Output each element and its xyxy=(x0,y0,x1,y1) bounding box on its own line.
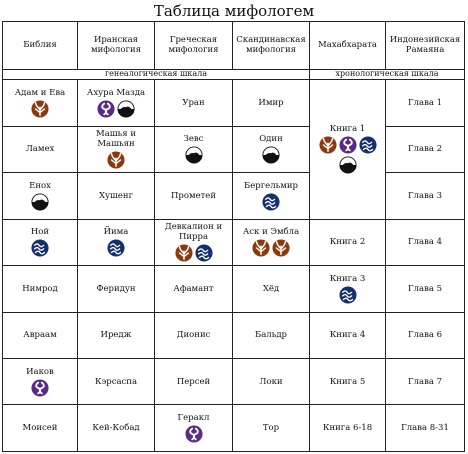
table-row xyxy=(3,405,465,452)
tree-icon xyxy=(319,136,337,154)
table-cell xyxy=(155,266,233,312)
table-cell xyxy=(233,359,310,405)
cell-content xyxy=(4,284,76,294)
cell-label: Книга 3 xyxy=(329,273,366,284)
tree-icon xyxy=(107,151,125,169)
cell-label: Аск и Эмбла xyxy=(242,227,300,238)
cell-label: Персей xyxy=(176,376,211,387)
cell-label: Бергельмир xyxy=(244,180,298,191)
table-cell xyxy=(3,312,78,358)
cell-content xyxy=(4,367,76,397)
table-cell xyxy=(155,312,233,358)
water-icon xyxy=(31,239,49,257)
table-cell xyxy=(386,359,465,405)
table-cell xyxy=(386,405,465,452)
table-cell xyxy=(3,126,78,172)
earth-icon xyxy=(339,156,357,174)
table-cell xyxy=(310,405,386,452)
cell-label: Кей-Кобад xyxy=(92,423,140,434)
table-cell xyxy=(3,405,78,452)
cell-content xyxy=(311,423,384,433)
table-cell xyxy=(3,80,78,126)
header-cell: Индонезийская Рамаяна xyxy=(386,22,465,70)
cell-content xyxy=(79,227,153,257)
table-cell xyxy=(78,359,155,405)
cell-label: Уран xyxy=(182,97,205,108)
cell-content xyxy=(234,134,308,164)
cell-label: Глава 3 xyxy=(407,190,443,201)
table-cell xyxy=(233,219,310,265)
table-cell xyxy=(233,173,310,219)
symbol-group xyxy=(252,239,290,257)
cell-label: Дионис xyxy=(176,330,211,341)
cell-content xyxy=(234,181,308,211)
cell-label: Глава 5 xyxy=(407,283,443,294)
symbol-group xyxy=(319,136,377,174)
sun-icon xyxy=(339,136,357,154)
genealogical-scale-label: генеалогическая шкала xyxy=(3,69,310,80)
cell-content xyxy=(79,330,153,340)
cell-label: Нимрод xyxy=(22,283,58,294)
cell-label: Ахура Мазда xyxy=(86,87,146,98)
cell-label: Йима xyxy=(103,227,129,238)
tree-icon xyxy=(272,239,290,257)
cell-content xyxy=(156,98,231,108)
header-cell: Иранская мифология xyxy=(78,22,155,70)
tree-icon xyxy=(31,100,49,118)
table-cell xyxy=(233,126,310,172)
table-row xyxy=(3,312,465,358)
table-cell xyxy=(233,80,310,126)
cell-content xyxy=(387,191,463,201)
symbol-group xyxy=(31,100,49,118)
cell-label: Девкалион и Пирра xyxy=(164,222,223,243)
cell-label: Глава 1 xyxy=(407,97,443,108)
header-cell: Махабхарата xyxy=(310,22,386,70)
table-cell xyxy=(3,173,78,219)
header-cell: Греческая мифология xyxy=(155,22,233,70)
water-icon xyxy=(359,136,377,154)
table-row xyxy=(3,80,465,126)
table-cell xyxy=(310,359,386,405)
cell-label: Геракл xyxy=(177,413,210,424)
cell-content xyxy=(387,144,463,154)
symbol-group xyxy=(31,193,49,211)
cell-label: Енох xyxy=(29,180,51,191)
cell-label: Книга 2 xyxy=(329,237,366,248)
cell-label: Ной xyxy=(30,227,50,238)
cell-label: Адам и Ева xyxy=(14,87,66,98)
table-cell xyxy=(78,126,155,172)
cell-label: Глава 2 xyxy=(407,144,443,155)
cell-content xyxy=(311,274,384,304)
cell-label: Книга 1 xyxy=(329,124,366,135)
table-cell xyxy=(3,219,78,265)
cell-label: Моисей xyxy=(22,423,58,434)
tree-icon xyxy=(252,239,270,257)
table-cell xyxy=(155,80,233,126)
cell-content xyxy=(156,134,231,164)
table-cell xyxy=(386,173,465,219)
symbol-group xyxy=(185,146,203,164)
cell-label: Глава 4 xyxy=(407,237,443,248)
cell-label: Иредж xyxy=(100,330,132,341)
header-cell: Библия xyxy=(3,22,78,70)
cell-content xyxy=(156,191,231,201)
cell-content xyxy=(311,377,384,387)
symbol-group xyxy=(262,193,280,211)
cell-content xyxy=(387,330,463,340)
table-cell xyxy=(78,173,155,219)
cell-content xyxy=(387,377,463,387)
symbol-group xyxy=(339,286,357,304)
cell-label: Тор xyxy=(262,423,280,434)
cell-content xyxy=(234,330,308,340)
cell-label: Феридун xyxy=(96,283,136,294)
cell-label: Книга 4 xyxy=(329,330,366,341)
cell-label: Хушенг xyxy=(98,190,134,201)
cell-label: Иаков xyxy=(26,366,54,377)
symbol-group xyxy=(97,100,135,118)
chronological-scale-label: хронологическая шкала xyxy=(310,69,465,80)
table-cell xyxy=(386,266,465,312)
table-cell xyxy=(310,266,386,312)
table-cell xyxy=(386,219,465,265)
table-cell xyxy=(155,219,233,265)
sun-icon xyxy=(31,379,49,397)
table-cell xyxy=(155,126,233,172)
table-cell xyxy=(78,405,155,452)
scale-row xyxy=(3,69,465,80)
cell-label: Зевс xyxy=(183,134,204,145)
table-cell xyxy=(386,126,465,172)
cell-label: Глава 6 xyxy=(407,330,443,341)
cell-content xyxy=(387,237,463,247)
cell-content xyxy=(387,98,463,108)
sun-icon xyxy=(97,100,115,118)
cell-label: Глава 8-31 xyxy=(401,423,449,434)
table-row xyxy=(3,126,465,172)
cell-content xyxy=(4,88,76,118)
earth-icon xyxy=(31,193,49,211)
cell-content xyxy=(234,98,308,108)
cell-content xyxy=(4,181,76,211)
table-row xyxy=(3,173,465,219)
table-cell xyxy=(155,405,233,452)
table-cell xyxy=(233,312,310,358)
cell-content xyxy=(4,423,76,433)
cell-content xyxy=(387,284,463,294)
cell-content xyxy=(156,377,231,387)
symbol-group xyxy=(175,244,213,262)
cell-content xyxy=(156,330,231,340)
cell-label: Хёд xyxy=(262,283,280,294)
symbol-group xyxy=(185,425,203,443)
symbol-group xyxy=(31,379,49,397)
cell-content xyxy=(79,88,153,118)
table-cell xyxy=(310,312,386,358)
cell-content xyxy=(234,423,308,433)
mythologem-table xyxy=(2,21,465,452)
table-cell xyxy=(3,359,78,405)
cell-label: Машья и Машьян xyxy=(95,129,137,150)
cell-content xyxy=(156,413,231,443)
water-icon xyxy=(195,244,213,262)
cell-content xyxy=(79,191,153,201)
cell-label: Авраам xyxy=(23,330,57,341)
cell-label: Афамант xyxy=(173,283,214,294)
table-cell xyxy=(233,405,310,452)
table-cell xyxy=(233,266,310,312)
cell-content xyxy=(311,124,384,174)
table-row xyxy=(3,359,465,405)
cell-content xyxy=(387,423,463,433)
sun-icon xyxy=(185,425,203,443)
cell-content xyxy=(156,284,231,294)
cell-content xyxy=(234,284,308,294)
cell-content xyxy=(234,377,308,387)
table-cell xyxy=(155,359,233,405)
symbol-group xyxy=(31,239,49,257)
cell-content xyxy=(79,129,153,169)
header-cell: Скандинавская мифология xyxy=(233,22,310,70)
cell-content xyxy=(4,330,76,340)
cell-label: Глава 7 xyxy=(407,376,443,387)
table-cell xyxy=(78,266,155,312)
cell-content xyxy=(4,144,76,154)
cell-content xyxy=(79,284,153,294)
cell-label: Бальдр xyxy=(254,330,288,341)
earth-icon xyxy=(262,146,280,164)
cell-content xyxy=(234,227,308,257)
cell-label: Имир xyxy=(258,97,284,108)
table-cell xyxy=(310,80,386,219)
table-row xyxy=(3,266,465,312)
symbol-group xyxy=(107,151,125,169)
cell-content xyxy=(311,330,384,340)
tree-icon xyxy=(175,244,193,262)
water-icon xyxy=(262,193,280,211)
water-icon xyxy=(107,239,125,257)
cell-label: Кэрсаспа xyxy=(94,376,138,387)
table-cell xyxy=(155,173,233,219)
symbol-group xyxy=(107,239,125,257)
table-cell xyxy=(310,219,386,265)
table-cell xyxy=(386,80,465,126)
cell-label: Один xyxy=(259,134,283,145)
page-title: Таблица мифологем xyxy=(153,2,315,20)
cell-content xyxy=(4,227,76,257)
cell-label: Прометей xyxy=(170,190,216,201)
cell-label: Локи xyxy=(259,376,283,387)
header-row xyxy=(3,22,465,70)
cell-content xyxy=(79,423,153,433)
water-icon xyxy=(339,286,357,304)
cell-content xyxy=(79,377,153,387)
earth-icon xyxy=(185,146,203,164)
table-cell xyxy=(78,312,155,358)
cell-label: Книга 5 xyxy=(329,376,366,387)
table-cell xyxy=(386,312,465,358)
cell-content xyxy=(311,237,384,247)
earth-icon xyxy=(117,100,135,118)
cell-label: Ламех xyxy=(25,144,55,155)
symbol-group xyxy=(262,146,280,164)
table-cell xyxy=(78,219,155,265)
table-row xyxy=(3,219,465,265)
table-cell xyxy=(78,80,155,126)
cell-label: Книга 6-18 xyxy=(322,423,373,434)
table-cell xyxy=(3,266,78,312)
cell-content xyxy=(156,222,231,262)
